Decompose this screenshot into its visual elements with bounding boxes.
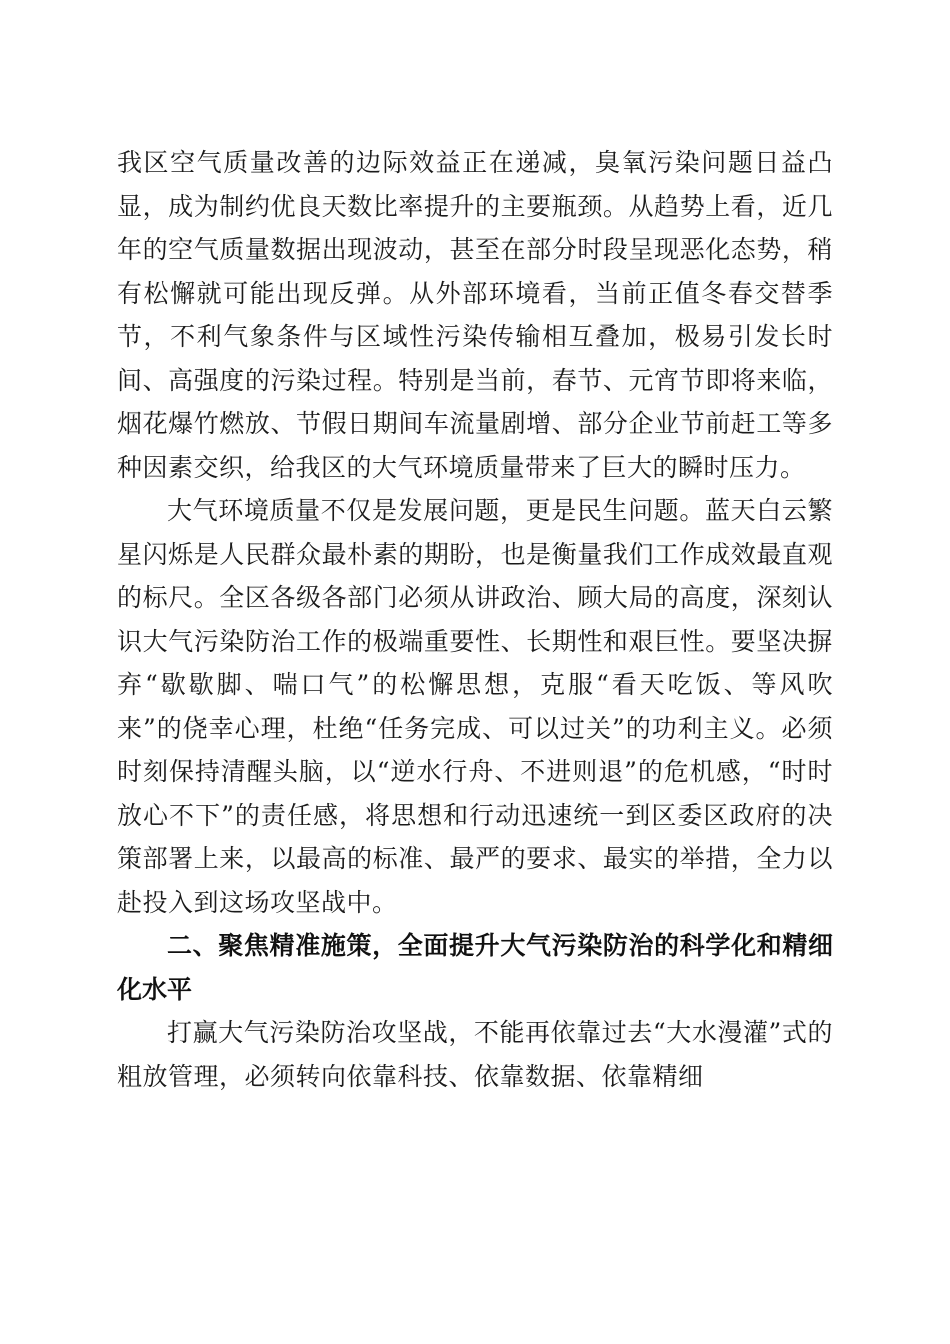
- paragraph-air-quality-pressure: 我区空气质量改善的边际效益正在递减，臭氧污染问题日益凸显，成为制约优良天数比率提升的主要瓶颈。从趋势上看，近几年的空气质量数据出现波动，甚至在部分时段呈现恶化态势，稍有松懈就可能出现反弹。从外部环境看，当前正值冬春交替季节，不利气象条件与区域性污染传输相互叠加，极易引发长时间、高强度的污染过程。特别是当前，春节、元宵节即将来临，烟花爆竹燃放、节假日期间车流量剧增、部分企业节前赶工等多种因素交织，给我区的大气环境质量带来了巨大的瞬时压力。: [117, 148, 833, 482]
- document-body: [117, 141, 833, 1098]
- paragraph-precise-management: 打赢大气污染防治攻坚战，不能再依靠过去“大水漫灌”式的粗放管理，必须转向依靠科技、依靠数据、依靠精细: [117, 1018, 833, 1091]
- section-heading-precise-policy: 二、聚焦精准施策，全面提升大气污染防治的科学化和精细化水平: [117, 931, 833, 1004]
- paragraph-livelihood-issue: 大气环境质量不仅是发展问题，更是民生问题。蓝天白云繁星闪烁是人民群众最朴素的期盼，也是衡量我们工作成效最直观的标尺。全区各级各部门必须从讲政治、顾大局的高度，深刻认识大气污染防治工作的极端重要性、长期性和艰巨性。要坚决摒弃“歇歇脚、喘口气”的松懈思想，克服“看天吃饭、等风吹来”的侥幸心理，杜绝“任务完成、可以过关”的功利主义。必须时刻保持清醒头脑，以“逆水行舟、不进则退”的危机感，“时时放心不下”的责任感，将思想和行动迅速统一到区委区政府的决策部署上来，以最高的标准、最严的要求、最实的举措，全力以赴投入到这场攻坚战中。: [117, 496, 833, 917]
